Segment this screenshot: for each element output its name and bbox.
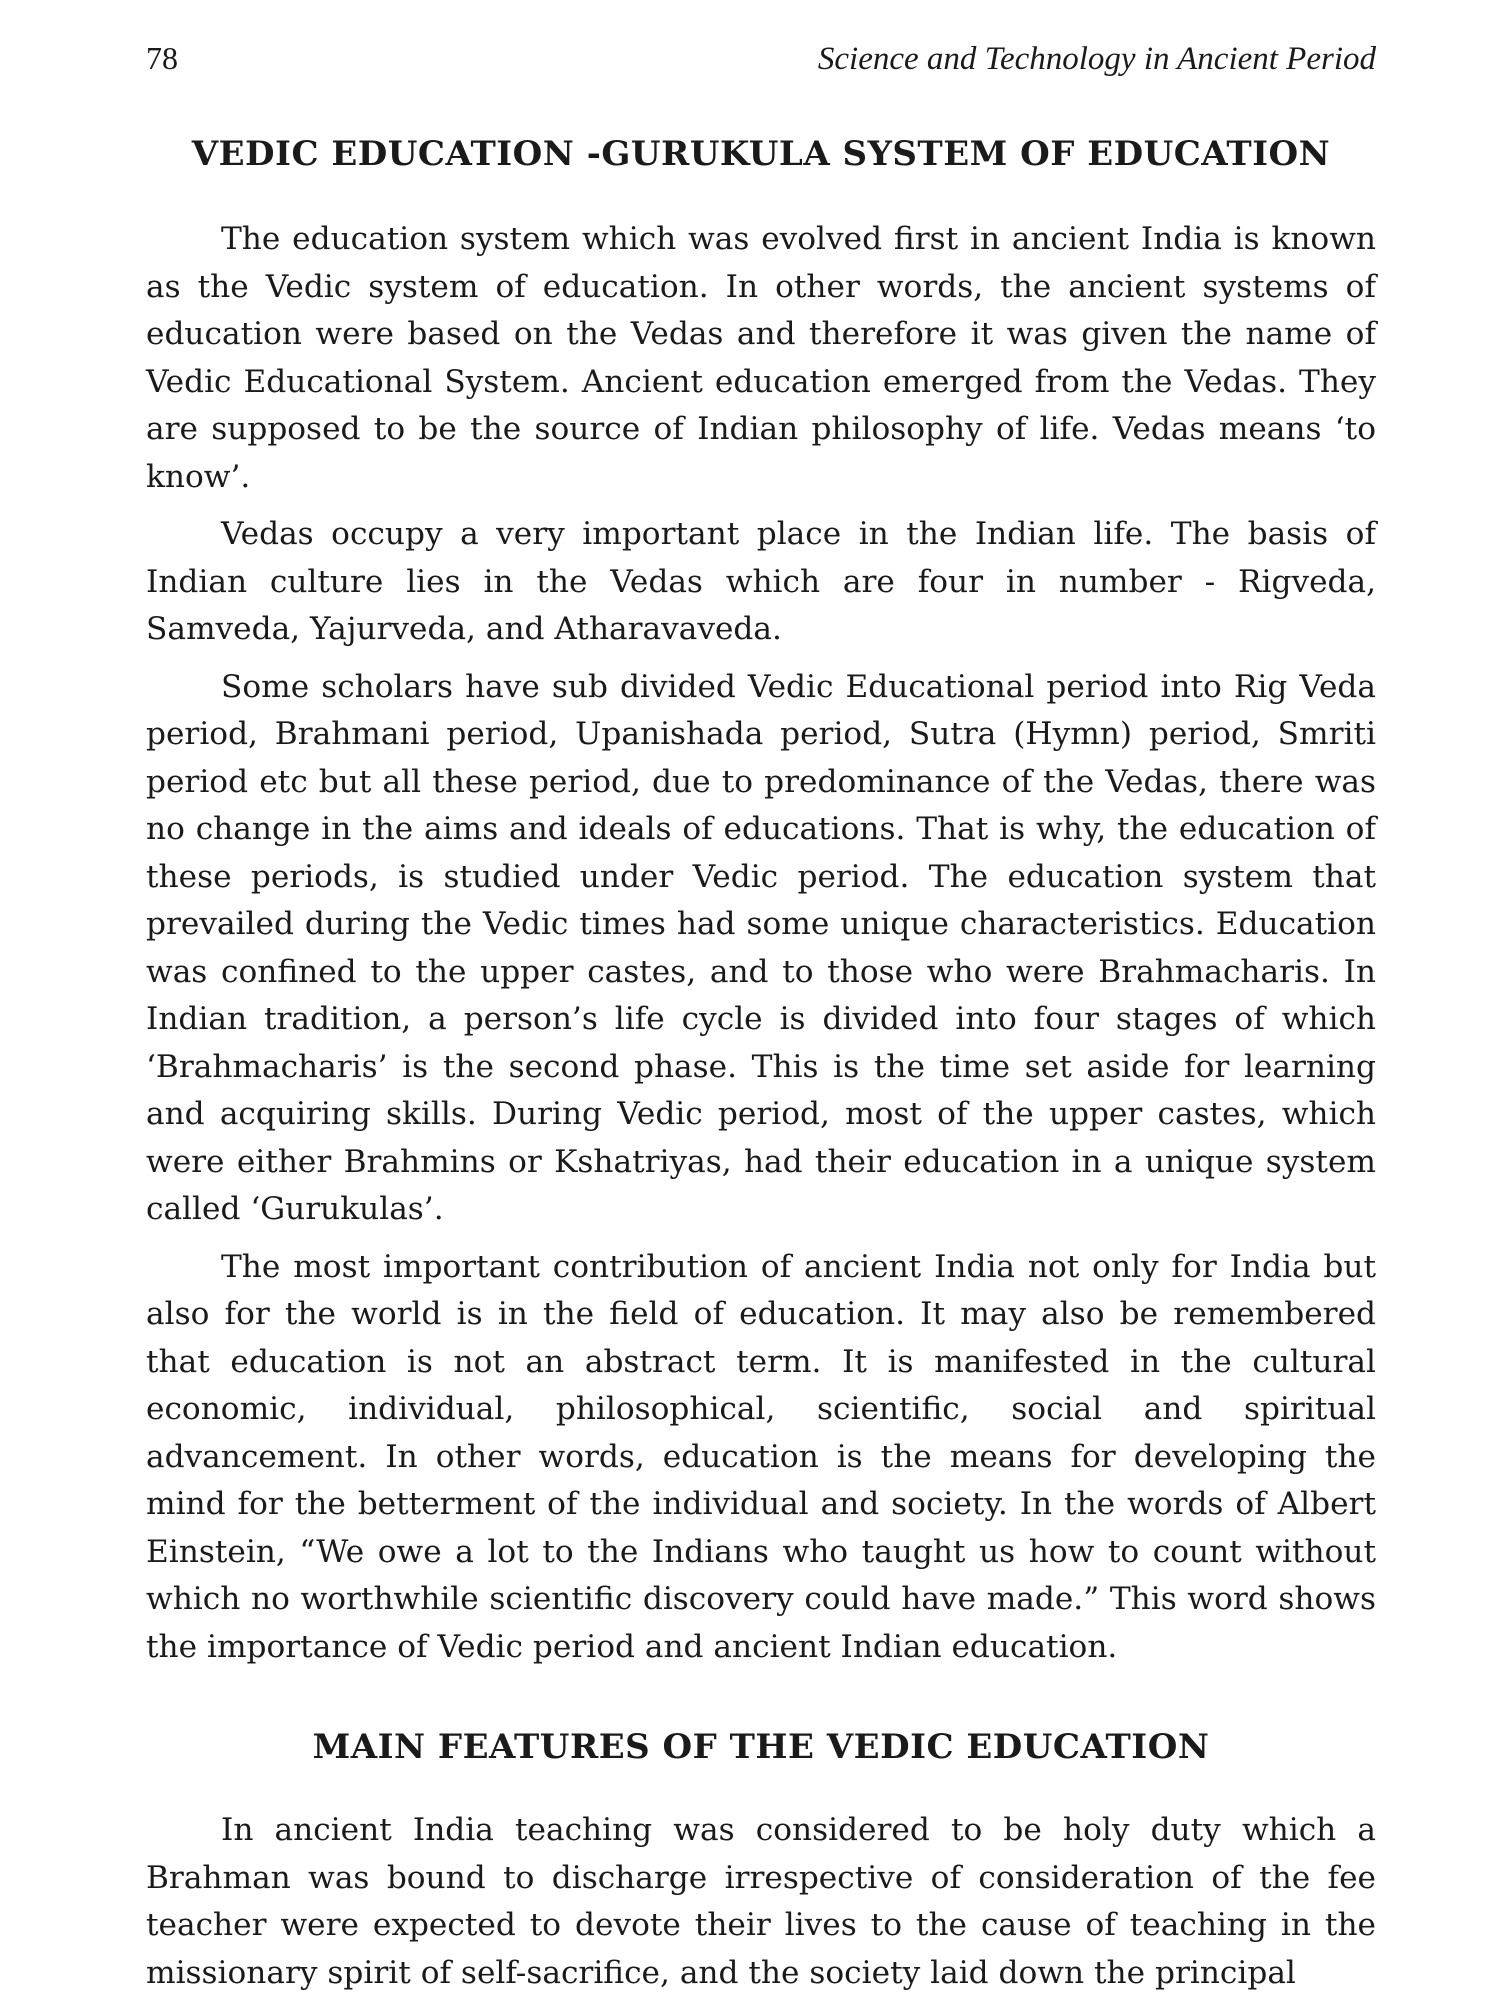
running-head — [146, 40, 1376, 88]
paragraph-contribution: The most important contribution of ancient India not only for India but also for the world is in the field of education. It may also be remembered that education is not an abstract term. It is manifested in the cultural economic, individual, philosophical, scientific, social and spiritual advancement. In other words, education is the means for developing the mind for the betterment of the individual and society. In the words of Albert Einstein, “We owe a lot to the Indians who taught us how to count without which no worthwhile scientific discovery could have made.” This word shows the importance of Vedic period and ancient Indian education. — [146, 1248, 1376, 1665]
paragraph-vedic-system: The education system which was evolved first in ancient India is known as the Vedic system of education. In other words, the ancient systems of education were based on the Vedas and therefore it was given the name of Vedic Educational System. Ancient education emerged from the Vedas. They are supposed to be the source of Indian philosophy of life. Vedas means ‘to know’. — [146, 221, 1376, 495]
paragraph-vedas-importance: Vedas occupy a very important place in the Indian life. The basis of Indian culture lies in the Vedas which are four in number - Rigveda, Samveda, Yajurveda, and Atharavaveda. — [146, 516, 1376, 647]
running-title: Science and Technology in Ancient Period — [817, 41, 1376, 77]
section-heading-main-features: MAIN FEATURES OF THE VEDIC EDUCATION — [312, 1727, 1210, 1767]
paragraph-teaching-holy-duty: In ancient India teaching was considered to be holy duty which a Brahman was bound to discharge irrespective of consideration of the fee teacher were expected to devote their lives to the cause of teaching in the missionary spirit of self-sacrifice, and the society laid down the principal — [146, 1812, 1376, 1991]
book-page — [146, 40, 1376, 1991]
paragraph-vedic-periods: Some scholars have sub divided Vedic Educational period into Rig Veda period, Brahmani period, Upanishada period, Sutra (Hymn) period, Smriti period etc but all these period, due to predominance of the Vedas, there was no change in the aims and ideals of educations. That is why, the education of these periods, is studied under Vedic period. The education system that prevailed during the Vedic times had some unique characteristics. Education was confined to the upper castes, and to those who were Brahmacharis. In Indian tradition, a person’s life cycle is divided into four stages of which ‘Brahmacharis’ is the second phase. This is the time set aside for learning and acquiring skills. During Vedic period, most of the upper castes, which were either Brahmins or Kshatriyas, had their education in a unique system called ‘Gurukulas’. — [146, 668, 1376, 1227]
page-number: 78 — [146, 40, 178, 76]
section-heading-vedic-education: VEDIC EDUCATION -GURUKULA SYSTEM OF EDUCATION — [191, 134, 1331, 174]
